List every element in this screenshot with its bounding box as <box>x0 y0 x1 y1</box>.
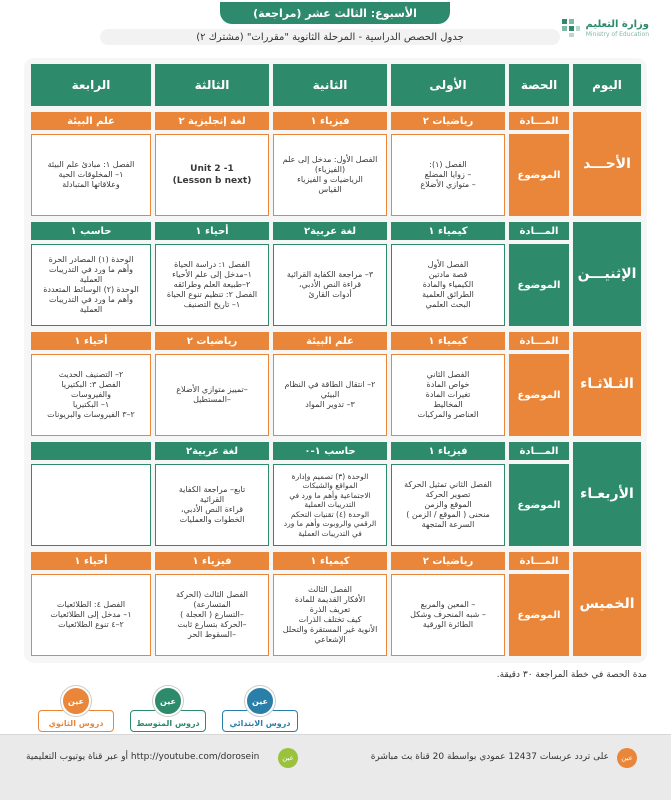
subject-cell: كيمياء ١ <box>391 222 505 240</box>
subject-cell: علم البيئة <box>273 332 387 350</box>
topic-cell: تابع– مراجعة الكفاية القرائية قراءة النص الأدبي، الخطوات والعمليات <box>155 464 269 546</box>
ain-logo-icon: عين <box>153 686 183 716</box>
subject-cell: أحياء ١ <box>31 552 151 570</box>
topic-cell: الفصل الأول: مدخل إلى علم (الفيزياء) الرياضيات و الفيزياء القياس <box>273 134 387 216</box>
topic-cell: الوحدة (٣) تصميم وإدارة المواقع والشبكات الاجتماعية وأهم ما ورد في التدريبات العملية الوحدة (٤) تقنيات التحكم الرقمي والروبوت وأهم ما ورد في التدريبات العملية <box>273 464 387 546</box>
middle-lessons-label: دروس المتوسط <box>130 710 206 732</box>
subject-cell-empty <box>31 442 151 460</box>
label-subject: المـــادة <box>509 112 569 130</box>
topic-cell: الفصل الثاني تمثيل الحركة تصوير الحركة الموقع والزمن منحنى ( الموقع / الزمن ) السرعة المتجهة <box>391 464 505 546</box>
subject-cell: فيزياء ١ <box>391 442 505 460</box>
youtube-link[interactable]: http://youtube.com/dorosein أو عبر قناة يوتيوب التعليمية <box>26 752 260 762</box>
day-thursday: الخميس <box>573 552 641 656</box>
label-topic: الموضوع <box>509 354 569 436</box>
label-topic: الموضوع <box>509 464 569 546</box>
subject-cell: حاسب ١ <box>31 222 151 240</box>
subject-cell: لغة عربية٢ <box>273 222 387 240</box>
middle-lessons-button[interactable] <box>130 686 206 734</box>
subject-cell: رياضيات ٢ <box>155 332 269 350</box>
logo-subtext: Ministry of Education <box>585 30 649 38</box>
logo-text: وزارة التعليم <box>585 18 649 30</box>
col-header-second: الثانية <box>273 64 387 106</box>
topic-cell: الفصل (١): – زوايا المضلع – متوازي الأضلاع <box>391 134 505 216</box>
topic-cell: الفصل الأول قصة مادتين الكيمياء والمادة الطرائق العلمية البحث العلمي <box>391 244 505 326</box>
topic-cell-empty <box>31 464 151 546</box>
subject-cell: أحياء ١ <box>155 222 269 240</box>
subject-cell: علم البيئة <box>31 112 151 130</box>
ain-logo-icon: عين <box>61 686 91 716</box>
subject-cell: كيمياء ١ <box>273 552 387 570</box>
topic-cell: ٢– التصنيف الحديث الفصل ٣: البكتيريا والفيروسات ١– البكتيريا ٢–٣ الفيروسات والبريونات <box>31 354 151 436</box>
day-tuesday: الثـلاثـاء <box>573 332 641 436</box>
label-subject: المـــادة <box>509 442 569 460</box>
col-header-fourth: الرابعة <box>31 64 151 106</box>
topic-cell: الفصل ١: مبادئ علم البيئة ١– المخلوقات الحية وعلاقاتها المتبادلة <box>31 134 151 216</box>
topic-cell: Unit 2 -1 (Lesson b next) <box>155 134 269 216</box>
ain-channel-icon: عين <box>617 748 637 768</box>
topic-cell: الفصل ٤: الطلائعيات ١– مدخل إلى الطلائعيات ٢–٤ تنوع الطلائعيات <box>31 574 151 656</box>
topic-cell: الفصل الثالث (الحركة المتسارعة) –التسارع ( العجلة ) –الحركة بتسارع ثابت –السقوط الحر <box>155 574 269 656</box>
topic-cell: الفصل ١: دراسة الحياة ١–مدخل إلى علم الأحياء ٢–طبيعة العلم وطرائقه الفصل ٢: تنظيم تنوع الحياة ١– تاريخ التصنيف <box>155 244 269 326</box>
ain-logo-icon: عين <box>245 686 275 716</box>
label-subject: المـــادة <box>509 552 569 570</box>
subject-cell: لغة إنجليزية ٢ <box>155 112 269 130</box>
subject-cell: فيزياء ١ <box>155 552 269 570</box>
day-monday: الإثنيـــن <box>573 222 641 326</box>
satellite-frequency-text: على تردد عربسات 12437 عمودي بواسطة 20 قناة بث مباشرة <box>370 752 609 762</box>
label-subject: المـــادة <box>509 222 569 240</box>
day-sunday: الأحـــد <box>573 112 641 216</box>
label-topic: الموضوع <box>509 134 569 216</box>
footer-bar <box>0 734 671 800</box>
schedule-table <box>24 58 647 663</box>
label-subject: المـــادة <box>509 332 569 350</box>
primary-lessons-label: دروس الابتدائي <box>222 710 298 732</box>
day-wednesday: الأربعـاء <box>573 442 641 546</box>
col-header-day: اليوم <box>573 64 641 106</box>
primary-lessons-button[interactable] <box>222 686 298 734</box>
label-topic: الموضوع <box>509 244 569 326</box>
subject-cell: أحياء ١ <box>31 332 151 350</box>
week-title: الأسبوع: الثالث عشر (مراجعة) <box>220 2 450 24</box>
col-header-period: الحصة <box>509 64 569 106</box>
youtube-ain-icon: عين <box>278 748 298 768</box>
secondary-lessons-button[interactable] <box>38 686 114 734</box>
topic-cell: الفصل الثاني خواص المادة تغيرات المادة المخاليط العناصر والمركبات <box>391 354 505 436</box>
topic-cell: – المعين والمربع – شبه المنحرف وشكل الطائرة الورقية <box>391 574 505 656</box>
col-header-third: الثالثة <box>155 64 269 106</box>
topic-cell: ٢– انتقال الطاقة في النظام البيئي ٣– تدوير المواد <box>273 354 387 436</box>
label-topic: الموضوع <box>509 574 569 656</box>
ministry-logo-icon <box>560 17 582 39</box>
topic-cell: –تمييز متوازي الأضلاع –المستطيل <box>155 354 269 436</box>
col-header-first: الأولى <box>391 64 505 106</box>
schedule-subtitle: جدول الحصص الدراسية - المرحلة الثانوية "مقررات" (مشترك ٢) <box>100 29 560 45</box>
subject-cell: حاسب ١-٠ <box>273 442 387 460</box>
subject-cell: رياضيات ٢ <box>391 552 505 570</box>
topic-cell: الفصل الثالث الأفكار القديمة للمادة تعريف الذرة كيف تختلف الذرات الأنوية غير المستقرة والتحلل الإشعاعي <box>273 574 387 656</box>
subject-cell: رياضيات ٢ <box>391 112 505 130</box>
subject-cell: كيمياء ١ <box>391 332 505 350</box>
topic-cell: ٣– مراجعة الكفاية القرائية قراءة النص الأدبي، أدوات القارئ <box>273 244 387 326</box>
subject-cell: فيزياء ١ <box>273 112 387 130</box>
subject-cell: لغة عربية٢ <box>155 442 269 460</box>
topic-cell: الوحدة (١) المصادر الحرة وأهم ما ورد في التدريبات العملية الوحدة (٢) الوسائط المتعددة وأهم ما ورد في التدريبات العملية <box>31 244 151 326</box>
secondary-lessons-label: دروس الثانوي <box>38 710 114 732</box>
period-duration-note: مدة الحصة في خطة المراجعة ٣٠ دقيقة. <box>496 670 647 680</box>
